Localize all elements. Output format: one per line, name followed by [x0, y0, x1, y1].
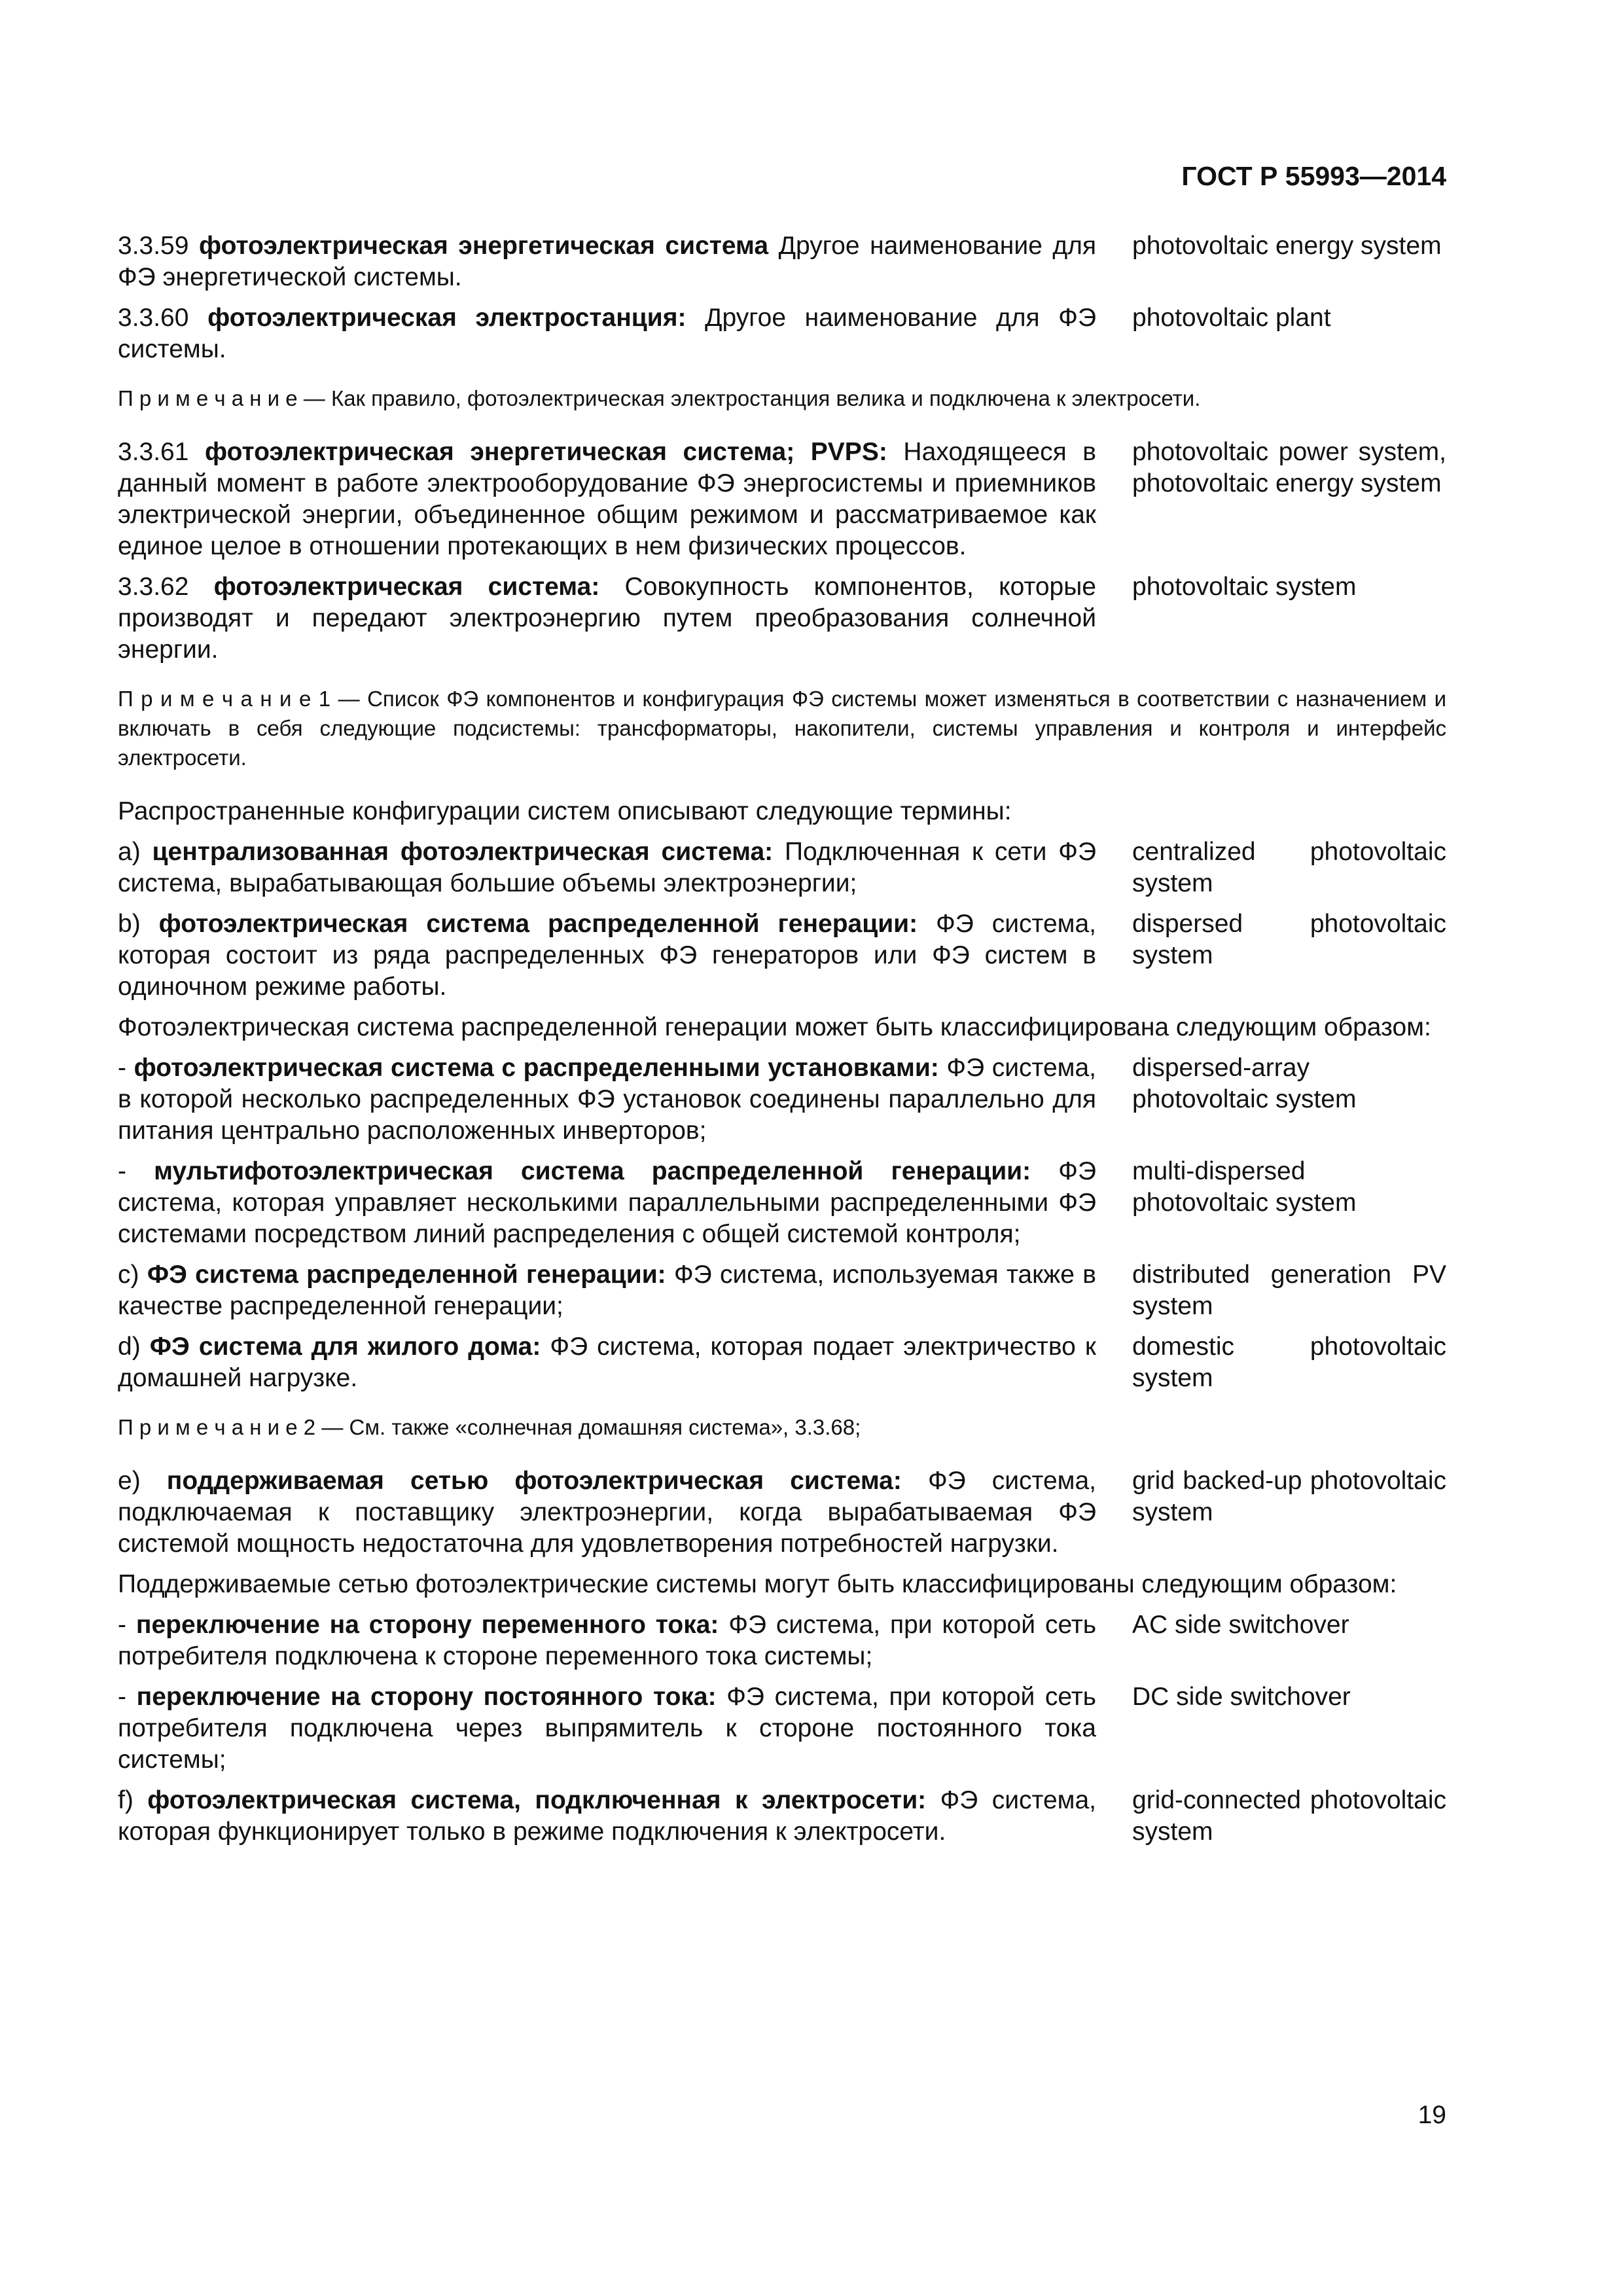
- item-term: фотоэлектрическая система распределенной генерации:: [158, 910, 918, 938]
- item-definition: ФЭ система, которая функционирует только в режиме подключения к электросети.: [118, 1786, 1096, 1846]
- list-item: [118, 1609, 1446, 1672]
- entry-term: фотоэлектрическая энергетическая система; PVPS:: [205, 438, 887, 466]
- list-item: [118, 1465, 1446, 1560]
- note: [118, 1412, 1446, 1442]
- entry-english-term: photovoltaic power system, photovoltaic energy system: [1132, 438, 1446, 497]
- page-number: 19: [1418, 2101, 1446, 2129]
- item-prefix: b): [118, 910, 141, 938]
- item-term: ФЭ система распределенной генерации:: [147, 1261, 666, 1289]
- intro-paragraph: Распространенные конфигурации систем описывают следующие термины:: [118, 797, 1012, 825]
- entry-number: 3.3.60: [118, 304, 189, 332]
- note: [118, 384, 1446, 413]
- list-item: [118, 1259, 1446, 1322]
- item-definition: ФЭ система, в которой несколько распределенных ФЭ установок соединены параллельно для питания центрально расположенных инверторов;: [118, 1054, 1096, 1145]
- item-english-term: domestic photovoltaic system: [1132, 1333, 1446, 1392]
- item-prefix: d): [118, 1333, 141, 1361]
- entry-row: [118, 230, 1446, 293]
- entry-number: 3.3.62: [118, 573, 189, 601]
- item-english-term: dispersed-array photovoltaic system: [1132, 1054, 1357, 1113]
- item-term: ФЭ система для жилого дома:: [149, 1333, 541, 1361]
- item-prefix: a): [118, 838, 141, 866]
- item-english-term: grid-connected photovoltaic system: [1132, 1786, 1446, 1846]
- document-id: ГОСТ Р 55993—2014: [1181, 161, 1446, 191]
- item-english-term: dispersed photovoltaic system: [1132, 910, 1446, 969]
- item-prefix: c): [118, 1261, 139, 1289]
- list-item: [118, 836, 1446, 899]
- item-definition: ФЭ система, при которой сеть потребителя подключена через выпрямитель к стороне постоянного тока системы;: [118, 1683, 1097, 1774]
- item-english-term: DC side switchover: [1132, 1683, 1351, 1711]
- entry-row: [118, 571, 1446, 666]
- item-definition: ФЭ система, подключаемая к поставщику электроэнергии, когда вырабатываемая ФЭ системой мощность недостаточна для удовлетворения потребностей нагрузки.: [118, 1467, 1096, 1558]
- list-item: [118, 1052, 1446, 1147]
- entry-definition: Совокупность компонентов, которые производят и передают электроэнергию путем преобразования солнечной энергии.: [118, 573, 1096, 664]
- item-term: мультифотоэлектрическая система распределенной генерации:: [154, 1157, 1031, 1185]
- note-text: — См. также «солнечная домашняя система», 3.3.68;: [321, 1415, 861, 1439]
- item-english-term: centralized photovoltaic system: [1132, 838, 1446, 897]
- entry-definition: Другое наименование для ФЭ энергетической системы.: [118, 232, 1096, 291]
- note-text: — Как правило, фотоэлектрическая электростанция велика и подключена к электросети.: [303, 386, 1201, 410]
- item-prefix: -: [118, 1157, 126, 1185]
- intro-paragraph: Поддерживаемые сетью фотоэлектрические системы могут быть классифицированы следующим образом:: [118, 1570, 1397, 1598]
- item-prefix: -: [118, 1054, 126, 1082]
- note-label: П р и м е ч а н и е 2: [118, 1415, 316, 1439]
- item-term: централизованная фотоэлектрическая система:: [152, 838, 774, 866]
- list-item: [118, 1156, 1446, 1250]
- item-english-term: multi-dispersed photovoltaic system: [1132, 1157, 1357, 1217]
- item-definition: ФЭ система, которая управляет несколькими параллельными распределенными ФЭ системами посредством линий распределения с общей системой контроля;: [118, 1157, 1096, 1248]
- item-definition: ФЭ система, которая подает электричество к домашней нагрузке.: [118, 1333, 1096, 1392]
- note: [118, 684, 1446, 772]
- entry-english-term: photovoltaic system: [1132, 573, 1357, 601]
- entry-term: фотоэлектрическая энергетическая система: [198, 232, 769, 260]
- entry-definition: Другое наименование для ФЭ системы.: [118, 304, 1096, 363]
- list-item: [118, 1785, 1446, 1848]
- list-item: [118, 1681, 1446, 1776]
- item-term: переключение на сторону переменного тока:: [135, 1611, 719, 1639]
- item-definition: ФЭ система, используемая также в качестве распределенной генерации;: [118, 1261, 1096, 1320]
- note-label: П р и м е ч а н и е: [118, 386, 298, 410]
- note-text: — Список ФЭ компонентов и конфигурация ФЭ системы может изменяться в соответствии с назначением и включать в себя следующие подсистемы: трансформаторы, накопители, системы управления и контроля и интерфейс электросети.: [118, 687, 1447, 770]
- item-term: поддерживаемая сетью фотоэлектрическая система:: [166, 1467, 902, 1495]
- item-term: фотоэлектрическая система с распределенными установками:: [134, 1054, 939, 1082]
- entry-term: фотоэлектрическая система:: [213, 573, 600, 601]
- entry-english-term: photovoltaic energy system: [1132, 232, 1442, 260]
- list-item: [118, 1331, 1446, 1394]
- item-english-term: grid backed-up photovoltaic system: [1132, 1467, 1446, 1526]
- item-english-term: distributed generation PV system: [1132, 1261, 1446, 1320]
- item-prefix: e): [118, 1467, 141, 1495]
- entry-number: 3.3.61: [118, 438, 189, 466]
- intro-paragraph: Фотоэлектрическая система распределенной генерации может быть классифицирована следующим образом:: [118, 1013, 1431, 1041]
- item-definition: Подключенная к сети ФЭ система, вырабатывающая большие объемы электроэнергии;: [118, 838, 1096, 897]
- item-definition: ФЭ система, которая состоит из ряда распределенных ФЭ генераторов или ФЭ систем в одиночном режиме работы.: [118, 910, 1096, 1001]
- entry-definition: Находящееся в данный момент в работе электрооборудование ФЭ энергосистемы и приемников электрической энергии, объединенное общим режимом и рассматриваемое как единое целое в отношении протекающих в нем физических процессов.: [118, 438, 1097, 560]
- page-content: [118, 230, 1446, 1857]
- item-term: переключение на сторону постоянного тока:: [136, 1683, 717, 1711]
- entry-number: 3.3.59: [118, 232, 189, 260]
- entry-english-term: photovoltaic plant: [1132, 304, 1331, 332]
- note-label: П р и м е ч а н и е 1: [118, 687, 331, 711]
- item-prefix: -: [118, 1683, 126, 1711]
- entry-row: [118, 437, 1446, 562]
- item-term: фотоэлектрическая система, подключенная к электросети:: [147, 1786, 927, 1814]
- entry-row: [118, 302, 1446, 365]
- item-prefix: f): [118, 1786, 134, 1814]
- item-prefix: -: [118, 1611, 126, 1639]
- item-definition: ФЭ система, при которой сеть потребителя подключена к стороне переменного тока системы;: [118, 1611, 1097, 1670]
- item-english-term: AC side switchover: [1132, 1611, 1349, 1639]
- list-item: [118, 908, 1446, 1003]
- entry-term: фотоэлектрическая электростанция:: [207, 304, 687, 332]
